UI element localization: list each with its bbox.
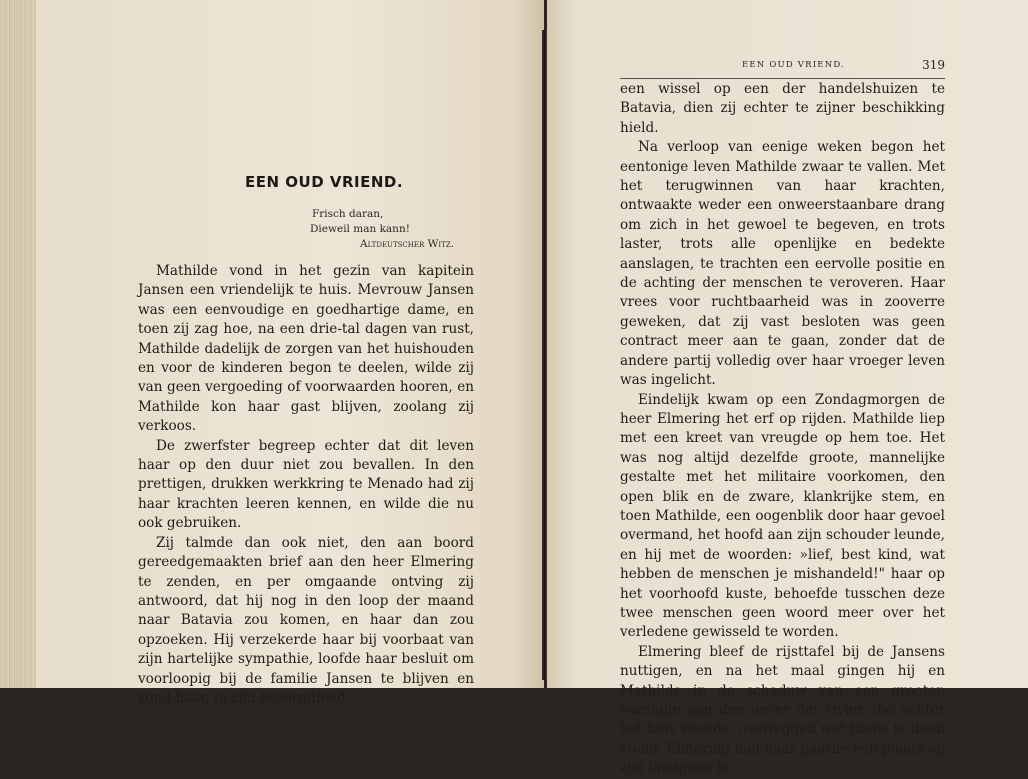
left-paragraph-3: Zij talmde dan ook niet, den aan boord gereedgemaakten brief aan den heer Elmering te zenden, en per omgaande ontving zij antwoord, dat hij nog in den loop der maand naar Batavia zou komen, en haar dan zou opzoeken. Hij verzekerde haar bij voorbaat van zijn hartelijke sympathie, loofde haar besluit om voorloopig bij de familie Jansen te blijven en zond haar, in zijn bezorgdheid, bbox=[138, 534, 474, 706]
motto-line-2: Dieweil man kann! bbox=[310, 223, 410, 235]
motto bbox=[310, 207, 454, 252]
chapter-title: EEN OUD VRIEND. bbox=[245, 173, 404, 191]
right-paragraph-2: Na verloop van eenige weken begon het eentonige leven Mathilde zwaar te vallen. Met het terugwinnen van haar krachten, ontwaakte weder een onweerstaanbare drang om zich in het gewoel te begeven, en trots laster, trots alle openlijke en bedekte aanslagen, te trachten een eervolle positie en de achting der menschen te veroveren. Haar vrees voor ruchtbaarheid was in zooverre geweken, dat zij vast besloten was geen contract meer aan te gaan, zonder dat de andere partij volledig over haar vroeger leven was ingelicht. bbox=[620, 139, 945, 389]
left-paragraph-2: De zwerfster begreep echter dat dit leven haar op den duur niet zou bevallen. In den prettigen, drukken werkkring te Menado had zij haar krachten leeren kennen, en wilde die nu ook gebruiken. bbox=[138, 437, 474, 532]
motto-line-1: Frisch daran, bbox=[312, 208, 384, 220]
page-edges bbox=[0, 0, 38, 688]
running-head: EEN OUD VRIEND. bbox=[742, 60, 845, 70]
left-body-text bbox=[138, 262, 474, 708]
right-paragraph-1: een wissel op een der handelshuizen te Batavia, dien zij echter te zijner beschikking hield. bbox=[620, 81, 945, 136]
right-paragraph-3: Eindelijk kwam op een Zondagmorgen de heer Elmering het erf op rijden. Mathilde liep met een kreet van vreugde op hem toe. Het was nog altijd dezelfde groote, mannelijke gestalte met het militaire voorkomen, den open blik en de zware, klankrijke stem, en toen Mathilde, een oogenblik door haar gevoel overmand, het hoofd aan zijn schouder leunde, en hij met de woorden: »lief, best kind, wat hebben de menschen je mishandeld!" haar op het voorhoofd kuste, behoefde tusschen deze twee menschen geen woord meer over het verledene gewisseld te worden. bbox=[620, 391, 945, 641]
right-paragraph-4: Elmering bleef de rijsttafel bij de Jansens nuttigen, en na het maal gingen hij en Mathilde in de schaduw van een grooten waringin aan den oever der rivier, die achter het huis vloeide, overleggen wat thans te doen stond. Elmering had haar gaarne een plaats op zijn landgoed te bbox=[620, 643, 945, 777]
page-number: 319 bbox=[922, 58, 945, 72]
running-header bbox=[620, 58, 945, 79]
motto-source: Altdeutscher Witz. bbox=[360, 238, 455, 250]
left-paragraph-1: Mathilde vond in het gezin van kapitein Jansen een vriendelijk te huis. Mevrouw Jansen was een eenvoudige en goedhartige dame, en toen zij zag hoe, na een drie-tal dagen van rust, Mathilde dadelijk de zorgen van het huishouden en voor de kinderen begon te deelen, wilde zij van geen vergoeding of voorwaarden hooren, en Mathilde kon haar gast blijven, zoolang zij verkoos. bbox=[138, 263, 474, 435]
right-body-text bbox=[620, 80, 945, 779]
